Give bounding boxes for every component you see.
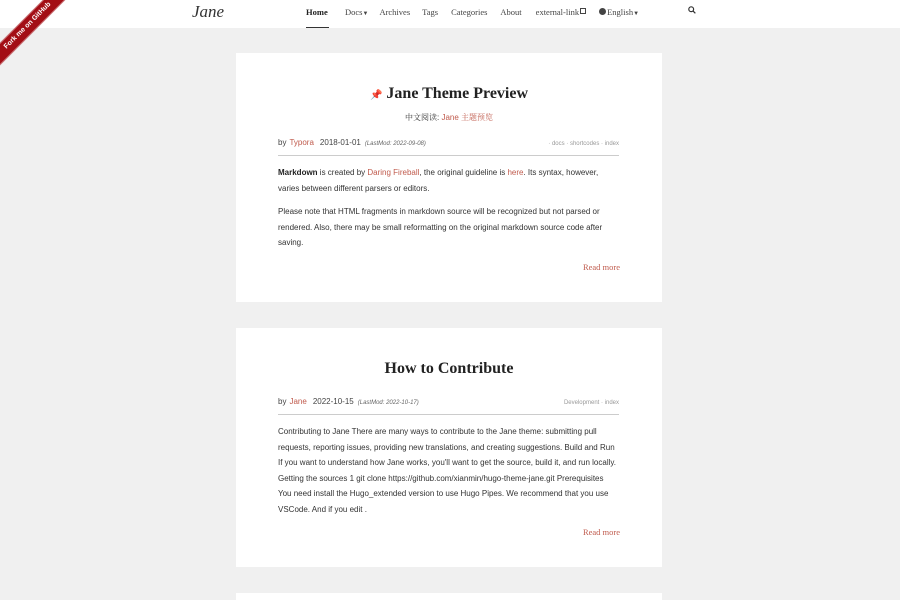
translation-prefix: 中文阅读:: [404, 113, 440, 122]
translation-link[interactable]: Jane 主题预览: [441, 113, 494, 122]
post-by-label: by: [278, 397, 287, 406]
post-author-link[interactable]: Jane: [289, 397, 307, 406]
excerpt-text: . Its syntax, however, varies between different parsers or editors.: [278, 168, 599, 193]
globe-icon: [599, 8, 606, 15]
post-card: [236, 593, 662, 600]
nav-docs-label[interactable]: Docs: [345, 7, 363, 17]
nav-categories[interactable]: Categories: [451, 7, 488, 17]
main-nav: [306, 0, 639, 28]
post-date: 2018-01-01: [319, 138, 361, 147]
chevron-down-icon: ▼: [633, 11, 640, 17]
nav-home-label[interactable]: Home: [306, 7, 328, 17]
post-date: 2022-10-15: [312, 397, 354, 406]
post-title[interactable]: How to Contribute: [384, 360, 514, 377]
nav-docs[interactable]: [345, 0, 368, 28]
read-more-link[interactable]: Read more: [582, 527, 620, 537]
post-tags[interactable]: Development · index: [563, 400, 619, 406]
post-lastmod: (LastMod: 2022-10-17): [357, 400, 419, 406]
post-tags[interactable]: · docs · shortcodes · index: [548, 141, 619, 147]
read-more-link[interactable]: Read more: [582, 262, 620, 272]
nav-about[interactable]: About: [500, 7, 522, 17]
nav-language-label[interactable]: English: [607, 7, 634, 17]
post-excerpt-paragraph: Please note that HTML fragments in markdown source will be recognized but not parsed or rendered. Also, there may be small reformatting on the original markdown source code after saving.: [278, 207, 603, 247]
post-meta: [278, 397, 619, 406]
github-ribbon-label[interactable]: Fork me on GitHub: [0, 0, 69, 67]
meta-divider: [278, 414, 619, 415]
guideline-link[interactable]: here: [507, 168, 524, 177]
post-translation: [236, 112, 662, 123]
post-title-text[interactable]: Jane Theme Preview: [386, 85, 529, 102]
nav-home[interactable]: [306, 0, 329, 28]
site-header: [0, 0, 900, 28]
chevron-down-icon: ▼: [362, 11, 369, 17]
post-card: [236, 53, 662, 302]
post-excerpt: Contributing to Jane There are many ways to contribute to the Jane theme: submitting pull requests, reporting issues, providing new translations, and creating suggestions. Build and Run If you want to understand how Jane works, you'll want to get the source, build it, and run locally. Getting the sources 1 git clone https://github.com/xianmin/hugo-theme-jane.git Prerequisites You need install the Hugo_extended version to use Hugo Pipes. We recommend that you use VSCode. And if you edit .: [278, 427, 617, 514]
post-excerpt: [278, 165, 619, 196]
post-lastmod: (LastMod: 2022-09-08): [364, 141, 426, 147]
post-title[interactable]: [236, 85, 662, 103]
nav-external-link-label[interactable]: external-link: [535, 7, 580, 17]
meta-divider: [278, 155, 619, 156]
excerpt-text: is created by: [317, 168, 368, 177]
search-icon[interactable]: [688, 6, 696, 14]
post-meta: [278, 138, 619, 147]
nav-language[interactable]: [599, 0, 639, 28]
github-ribbon[interactable]: [0, 0, 70, 70]
strong-text: Markdown: [278, 168, 318, 177]
excerpt-text: , the original guideline is: [419, 168, 508, 177]
post-by-label: by: [278, 138, 287, 147]
nav-tags[interactable]: Tags: [422, 7, 439, 17]
post-card: [236, 328, 662, 567]
site-logo[interactable]: Jane: [192, 2, 225, 21]
nav-archives[interactable]: Archives: [379, 7, 411, 17]
daring-fireball-link[interactable]: Daring Fireball: [367, 168, 420, 177]
nav-external-link[interactable]: [536, 0, 586, 28]
pin-icon: 📌: [369, 90, 383, 101]
external-link-icon: [580, 8, 586, 14]
post-author-link[interactable]: Typora: [289, 138, 314, 147]
